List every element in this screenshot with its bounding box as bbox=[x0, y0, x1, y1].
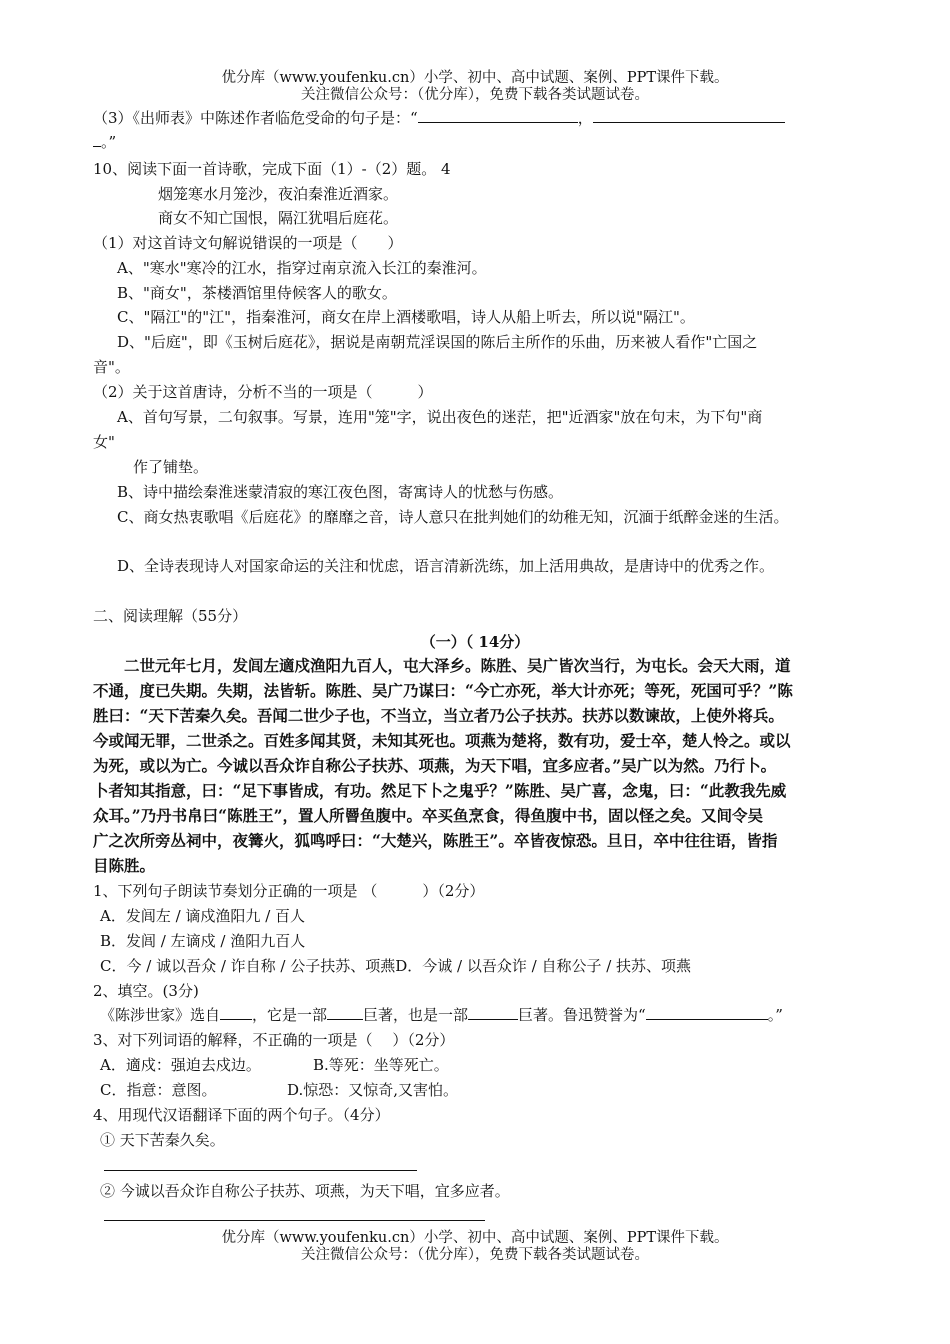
section-2-title: 二、阅读理解（55分） bbox=[93, 607, 248, 625]
page-footer bbox=[0, 1230, 950, 1264]
question-1-option-b: B．发闾 / 左谪戍 / 渔阳九百人 bbox=[100, 932, 306, 950]
question-2-fill bbox=[100, 1004, 783, 1026]
passage-line-1: 二世元年七月，发闾左適戍渔阳九百人，屯大泽乡。陈胜、吴广皆次当行，为屯长。会天大雨，道 bbox=[93, 656, 791, 675]
q10-sub1: （1）对这首诗文句解说错误的一项是（ ） bbox=[93, 234, 403, 252]
question-2-part-e: 。” bbox=[767, 1006, 783, 1024]
part-1-title: （一）（ 14分） bbox=[420, 633, 530, 651]
question-1-option-c-d bbox=[100, 955, 691, 977]
question-1-option-d: D．今诚 / 以吾众诈 / 自称公子 / 扶苏、项燕 bbox=[395, 957, 692, 975]
question-2-part-a: 《陈涉世家》选自 bbox=[100, 1006, 221, 1024]
q10-sub2-option-b: B、诗中描绘秦淮迷蒙清寂的寒江夜色图，寄寓诗人的忧愁与伤感。 bbox=[117, 483, 564, 501]
passage-line-4: 今或闻无罪，二世杀之。百姓多闻其贤，未知其死也。项燕为楚将，数有功，爱士卒，楚人怜之。或以 bbox=[93, 731, 791, 750]
answer-blank bbox=[327, 1005, 363, 1020]
q10-title: 10、阅读下面一首诗歌，完成下面（1）-（2）题。 4 bbox=[93, 160, 451, 178]
passage-line-7: 众耳。”乃丹书帛曰“陈胜王”，置人所罾鱼腹中。卒买鱼烹食，得鱼腹中书，固以怪之矣。又间令吴 bbox=[93, 806, 763, 825]
footer-line-1: 优分库（www.youfenku.cn）小学、初中、高中试题、案例、PPT课件下载。 bbox=[221, 1230, 729, 1246]
passage-line-2: 不通，度已失期。失期，法皆斩。陈胜、吴广乃谋曰：“今亡亦死，举大计亦死；等死，死国可乎？”陈 bbox=[93, 681, 793, 700]
q10-sub1-option-d: D、"后庭"，即《玉树后庭花》，据说是南朝荒淫误国的陈后主所作的乐曲，历来被人看作"亡国之 bbox=[117, 333, 758, 351]
question-1-option-a: A．发闾左 / 谪戍渔阳九 / 百人 bbox=[100, 907, 306, 925]
passage-line-9: 目陈胜。 bbox=[93, 856, 156, 875]
header-line-2: 关注微信公众号：（优分库），免费下载各类试题试卷。 bbox=[301, 87, 649, 103]
q9-item3-end bbox=[93, 131, 116, 153]
passage-line-3: 胜曰：“天下苦秦久矣。吾闻二世少子也，不当立，当立者乃公子扶苏。扶苏以数谏故，上使外将兵。 bbox=[93, 706, 784, 725]
answer-line-2 bbox=[104, 1220, 485, 1221]
question-3-option-c: C．指意：意图。 bbox=[100, 1081, 217, 1099]
q10-sub2-option-a-cont2: 作了铺垫。 bbox=[133, 458, 209, 476]
answer-blank bbox=[220, 1005, 252, 1020]
q10-sub2-option-d: D、全诗表现诗人对国家命运的关注和忧虑，语言清新洗练，加上活用典故，是唐诗中的优秀之作。 bbox=[117, 557, 775, 575]
question-2-part-b: ，它是一部 bbox=[252, 1006, 328, 1024]
answer-blank bbox=[93, 132, 101, 147]
header-line-1: 优分库（www.youfenku.cn）小学、初中、高中试题、案例、PPT课件下载。 bbox=[221, 70, 729, 86]
q10-sub1-option-c: C、"隔江"的"江"，指秦淮河，商女在岸上酒楼歌唱，诗人从船上听去，所以说"隔江"。 bbox=[117, 308, 695, 326]
passage-line-5: 为死，或以为亡。今诚以吾众诈自称公子扶苏、项燕，为天下唱，宜多应者。”吴广以为然。乃行卜。 bbox=[93, 756, 777, 775]
question-3-option-b: B.等死：坐等死亡。 bbox=[313, 1056, 449, 1074]
q9-item3-end-text: 。” bbox=[101, 133, 117, 151]
answer-line-1 bbox=[104, 1170, 417, 1171]
question-4: 4、用现代汉语翻译下面的两个句子。（4分） bbox=[93, 1106, 390, 1124]
question-2: 2、填空。(3分) bbox=[93, 982, 199, 1000]
answer-blank bbox=[593, 108, 785, 123]
passage-line-6: 卜者知其指意，曰：“足下事皆成，有功。然足下卜之鬼乎？”陈胜、吴广喜，念鬼，曰：“此教我先威 bbox=[93, 781, 787, 800]
question-1: 1、下列句子朗读节奏划分正确的一项是 （ ）（2分） bbox=[93, 882, 485, 900]
answer-blank bbox=[646, 1005, 768, 1020]
q10-sub1-option-a: A、"寒水"寒冷的江水，指穿过南京流入长江的秦淮河。 bbox=[117, 259, 487, 277]
poem-line-2: 商女不知亡国恨，隔江犹唱后庭花。 bbox=[158, 209, 399, 227]
page-header bbox=[0, 70, 950, 104]
q10-sub2-option-a: A、首句写景，二句叙事。写景，连用"笼"字，说出夜色的迷茫，把"近酒家"放在句末，为下句"商 bbox=[117, 408, 763, 426]
question-2-part-d: 巨著。鲁迅赞誉为“ bbox=[518, 1006, 646, 1024]
q9-item3 bbox=[93, 107, 785, 129]
q10-sub2-option-a-cont: 女" bbox=[93, 433, 115, 451]
q10-sub2-option-c: C、商女热衷歌唱《后庭花》的靡靡之音，诗人意只在批判她们的幼稚无知，沉湎于纸醉金迷的生活。 bbox=[117, 508, 789, 526]
q10-sub1-option-d-cont: 音"。 bbox=[93, 358, 130, 376]
q9-item3-text: （3）《出师表》中陈述作者临危受命的句子是：“ bbox=[93, 109, 418, 127]
answer-blank bbox=[418, 108, 578, 123]
question-1-option-c: C．今 / 诚以吾众 / 诈自称 / 公子扶苏、项燕 bbox=[100, 957, 396, 975]
question-4-sentence-2: ② 今诚以吾众诈自称公子扶苏、项燕，为天下唱，宜多应者。 bbox=[100, 1182, 510, 1200]
question-3-option-a: A．適戍：强迫去戍边。 bbox=[100, 1056, 261, 1074]
question-4-sentence-1: ① 天下苦秦久矣。 bbox=[100, 1131, 225, 1149]
footer-line-2: 关注微信公众号：（优分库），免费下载各类试题试卷。 bbox=[301, 1247, 649, 1263]
poem-line-1: 烟笼寒水月笼沙，夜泊秦淮近酒家。 bbox=[158, 185, 399, 203]
question-3: 3、对下列词语的解释，不正确的一项是（ ）（2分） bbox=[93, 1031, 455, 1049]
q10-sub2: （2）关于这首唐诗，分析不当的一项是（ ） bbox=[93, 383, 433, 401]
q10-sub1-option-b: B、"商女"，茶楼酒馆里侍候客人的歌女。 bbox=[117, 284, 397, 302]
q9-item3-comma: ， bbox=[577, 109, 593, 127]
answer-blank bbox=[468, 1005, 518, 1020]
question-3-option-d: D.惊恐：又惊奇,又害怕。 bbox=[287, 1081, 459, 1099]
question-2-part-c: 巨著，也是一部 bbox=[363, 1006, 469, 1024]
passage-line-8: 广之次所旁丛祠中，夜篝火，狐鸣呼曰：“大楚兴，陈胜王”。卒皆夜惊恐。旦日，卒中往往语，皆指 bbox=[93, 831, 778, 850]
